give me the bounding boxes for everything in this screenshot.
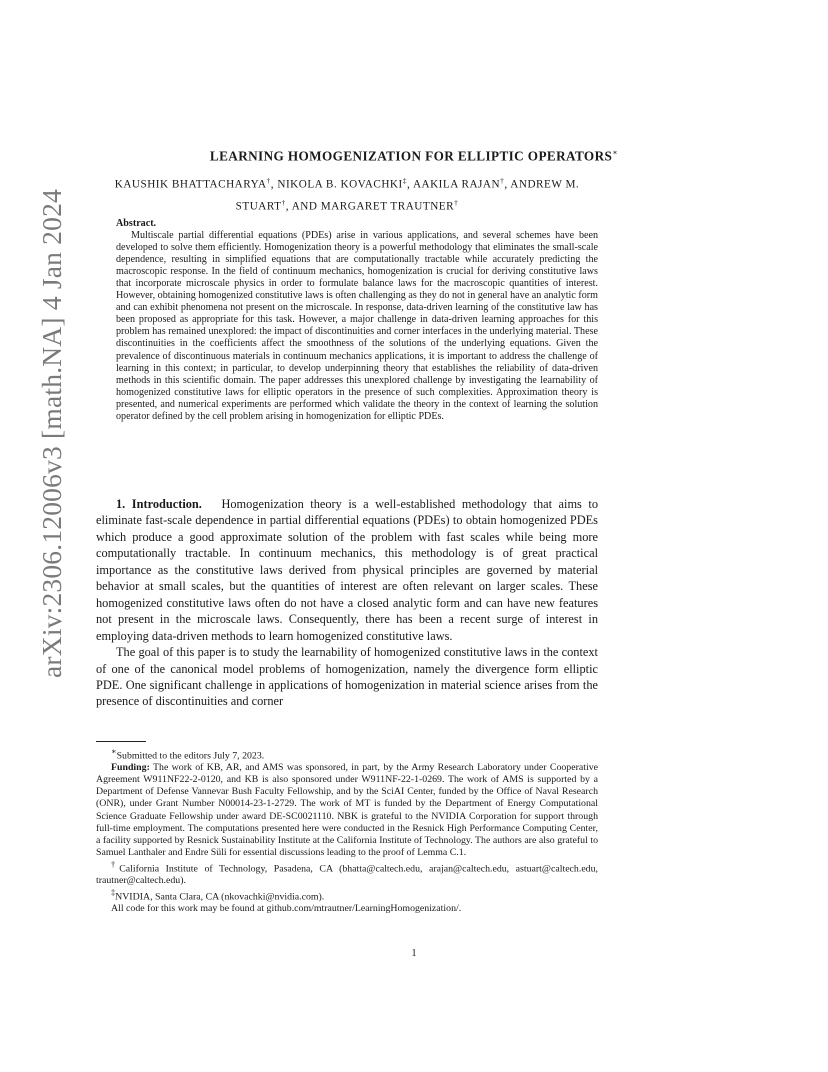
- arxiv-identifier-text: arXiv:2306.12006v3 [math.NA] 4 Jan 2024: [36, 189, 67, 678]
- footnote-mark: ∗: [111, 747, 117, 756]
- affiliation-mark: †: [281, 197, 286, 207]
- footnote-submitted-text: Submitted to the editors July 7, 2023.: [116, 750, 265, 762]
- abstract-section: [116, 218, 598, 423]
- intro-paragraph-1-text: Homogenization theory is a well-established methodology that aims to eliminate fast-scale dependence in partial differential equations (PDEs) to obtain homogenized PDEs which produce a good approximate solution of the problem with fast scales while being more computationally tractable. In continuum mechanics, this methodology is of great practical importance as the constitutive laws derived from physical principles are governed by material behavior at small scales, but the quantities of interest are often relevant on larger scales. These homogenized constitutive laws often do not have a closed analytic form and can have new features not present in the microscale laws. Consequently, there has been a recent surge of interest in employing data-driven methods to learn homogenized constitutive laws.: [96, 497, 598, 643]
- footnote-mark: ‡: [111, 888, 116, 898]
- footnote-divider: [96, 741, 146, 742]
- page-number: 1: [411, 948, 417, 959]
- footnote-nvidia: [96, 887, 598, 903]
- footnotes-section: [96, 746, 598, 915]
- footnote-nvidia-text: NVIDIA, Santa Clara, CA (nkovachki@nvidia.com).: [115, 891, 325, 903]
- intro-paragraph-1: [96, 496, 598, 644]
- author-name: , AND MARGARET TRAUTNER: [285, 200, 455, 213]
- abstract-heading: Abstract.: [116, 218, 157, 229]
- affiliation-mark: ‡: [402, 176, 407, 185]
- footnote-mark: †: [111, 859, 120, 869]
- author-name: KAUSHIK BHATTACHARYA: [114, 178, 267, 191]
- funding-label: Funding:: [111, 762, 150, 774]
- footnote-caltech: [96, 859, 598, 887]
- footnote-caltech-text: California Institute of Technology, Pasadena, CA (bhatta@caltech.edu, arajan@caltech.edu, astuart@caltech.edu, trautner@caltech.edu).: [96, 862, 598, 887]
- intro-paragraph-2: The goal of this paper is to study the learnability of homogenized constitutive laws in the context of one of the canonical model problems of homogenization, namely the divergence form elliptic PDE. One significant challenge in applications of homogenization in material science arises from the presence of discontinuities and corner: [96, 645, 598, 709]
- author-name: , ANDREW M. STUART: [235, 178, 580, 213]
- introduction-section: [96, 496, 598, 710]
- paper-title-text: LEARNING HOMOGENIZATION FOR ELLIPTIC OPERATORS: [209, 148, 613, 164]
- footnote-funding: [96, 762, 598, 858]
- footnote-code: All code for this work may be found at github.com/mtrautner/LearningHomogenization/.: [111, 903, 462, 915]
- abstract-text: Multiscale partial differential equations (PDEs) arise in various applications, and several schemes have been developed to solve them efficiently. Homogenization theory is a powerful methodology that eliminates the small-scale dependence, resulting in simplified equations that are computationally tractable while accurately predicting the macroscopic response. In the field of continuum mechanics, homogenization is crucial for deriving constitutive laws that incorporate microscale physics in order to formulate balance laws for the macroscopic quantities of interest. However, obtaining homogenized constitutive laws is often challenging as they do not in general have an analytic form and can exhibit phenomena not present on the microscale. In response, data-driven learning of the constitutive law has been proposed as appropriate for this task. However, a major challenge in data-driven learning approaches for this problem has remained unexplored: the impact of discontinuities and corner interfaces in the underlying material. These discontinuities in the coefficients affect the smoothness of the solutions of the underlying equations. Given the prevalence of discontinuous materials in continuum mechanics applications, it is important to address the challenge of learning in this context; in particular, to develop underpinning theory that establishes the reliability of data-driven methods in this scientific domain. The paper addresses this unexplored challenge by investigating the learnability of homogenized constitutive laws for elliptic operators in the presence of such complexities. Approximation theory is presented, and numerical experiments are performed which validate the theory in the context of learning the solution operator defined by the cell problem arising in homogenization for elliptic PDEs.: [116, 230, 598, 422]
- paper-title: [0, 148, 828, 164]
- title-footnote-mark: ∗: [612, 148, 619, 157]
- footnote-submitted: [96, 746, 598, 762]
- funding-text: The work of KB, AR, and AMS was sponsored, in part, by the Army Research Laboratory under Cooperative Agreement W911NF22-2-0120, and KB is also sponsored under W911NF-22-1-0269. The work of AMS is supported by a Department of Defense Vannevar Bush Faculty Fellowship, and by the SciAI Center, funded by the Office of Naval Research (ONR), under Grant Number N00014-23-1-2729. The work of MT is funded by the Department of Energy Computational Science Graduate Fellowship under award DE-SC0021110. NBK is grateful to the NVIDIA Corporation for support through full-time employment. The computations presented here were conducted in the Resnick High Performance Computing Center, a facility supported by Resnick Sustainability Institute at the California Institute of Technology. The authors are also grateful to Samuel Lanthaler and Endre Süli for essential discussions leading to the proof of Lemma C.1.: [96, 762, 598, 858]
- section-heading: 1. Introduction.: [116, 497, 202, 511]
- author-name: , AAKILA RAJAN: [406, 178, 501, 191]
- affiliation-mark: †: [454, 197, 459, 207]
- author-list: [96, 172, 598, 215]
- affiliation-mark: †: [500, 176, 505, 185]
- author-name: , NIKOLA B. KOVACHKI: [270, 178, 403, 191]
- affiliation-mark: †: [266, 176, 271, 185]
